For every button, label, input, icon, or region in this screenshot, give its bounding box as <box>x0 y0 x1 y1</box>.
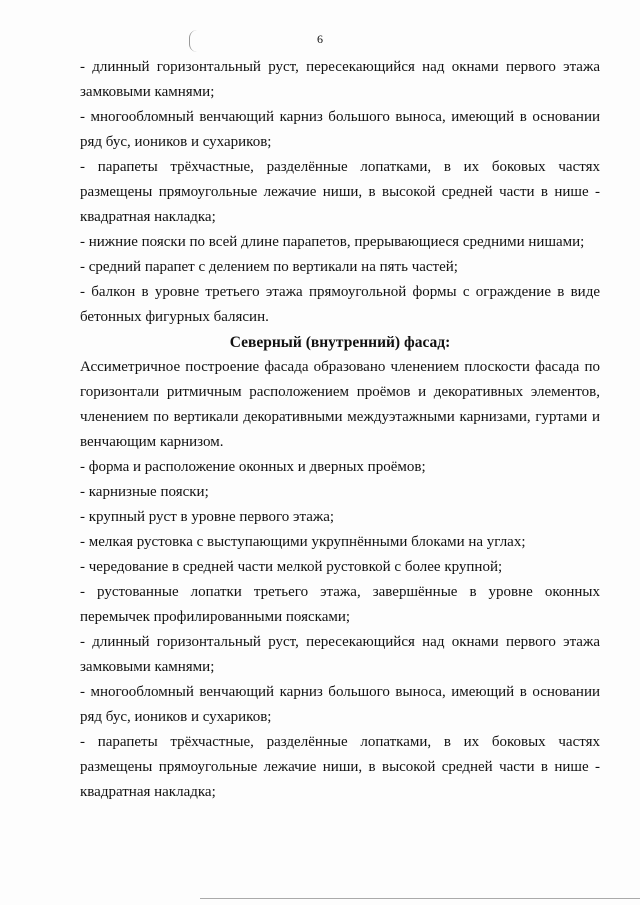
text-line: бетонных фигурных балясин. <box>80 309 269 325</box>
section-heading: Северный (внутренний) фасад: <box>229 334 451 351</box>
text-line: венчающим карнизом. <box>80 434 224 450</box>
text-line: квадратная накладка; <box>80 784 216 800</box>
text-line: - чередование в средней части мелкой рустовкой с более крупной; <box>80 559 503 575</box>
text-line: ряд бус, иоников и сухариков; <box>80 709 272 725</box>
text-line: перемычек профилированными поясками; <box>80 609 351 625</box>
text-line: квадратная накладка; <box>80 209 216 225</box>
text-line: горизонтали ритмичным расположением проёмов и декоративных элементов, <box>80 384 600 400</box>
text-line: членением по вертикали декоративными междуэтажными карнизами, гуртами и <box>80 409 600 425</box>
text-line: - длинный горизонтальный руст, пересекающийся над окнами первого этажа <box>80 634 600 650</box>
text-line: - нижние пояски по всей длине парапетов, прерывающиеся средними нишами; <box>80 234 585 250</box>
text-line: замковыми камнями; <box>80 84 215 100</box>
page-body <box>80 55 600 805</box>
text-line: - длинный горизонтальный руст, пересекающийся над окнами первого этажа <box>80 59 600 75</box>
text-line: - многообломный венчающий карниз большого выноса, имеющий в основании <box>80 109 600 125</box>
page-bottom-edge <box>200 898 640 899</box>
north-facade-description <box>80 355 600 805</box>
text-line: замковыми камнями; <box>80 659 215 675</box>
text-line: размещены прямоугольные лежачие ниши, в высокой средней части в нише - <box>80 184 600 200</box>
text-line: ряд бус, иоников и сухариков; <box>80 134 272 150</box>
text-line: - средний парапет с делением по вертикали на пять частей; <box>80 259 458 275</box>
text-line: Ассиметричное построение фасада образовано членением плоскости фасада по <box>80 359 600 375</box>
text-line: - многообломный венчающий карниз большого выноса, имеющий в основании <box>80 684 600 700</box>
text-line: - рустованные лопатки третьего этажа, завершённые в уровне оконных <box>80 584 600 600</box>
text-line: - парапеты трёхчастные, разделённые лопатками, в их боковых частях <box>80 734 600 750</box>
text-line: - балкон в уровне третьего этажа прямоугольной формы с ограждение в виде <box>80 284 600 300</box>
text-line: размещены прямоугольные лежачие ниши, в высокой средней части в нише - <box>80 759 600 775</box>
text-line: - карнизные пояски; <box>80 484 209 500</box>
page-number: 6 <box>317 32 323 46</box>
text-line: - крупный руст в уровне первого этажа; <box>80 509 335 525</box>
text-line: - парапеты трёхчастные, разделённые лопатками, в их боковых частях <box>80 159 600 175</box>
text-line: - форма и расположение оконных и дверных проёмов; <box>80 459 426 475</box>
text-line: - мелкая рустовка с выступающими укрупнёнными блоками на углах; <box>80 534 526 550</box>
facade-features-list <box>80 55 600 330</box>
